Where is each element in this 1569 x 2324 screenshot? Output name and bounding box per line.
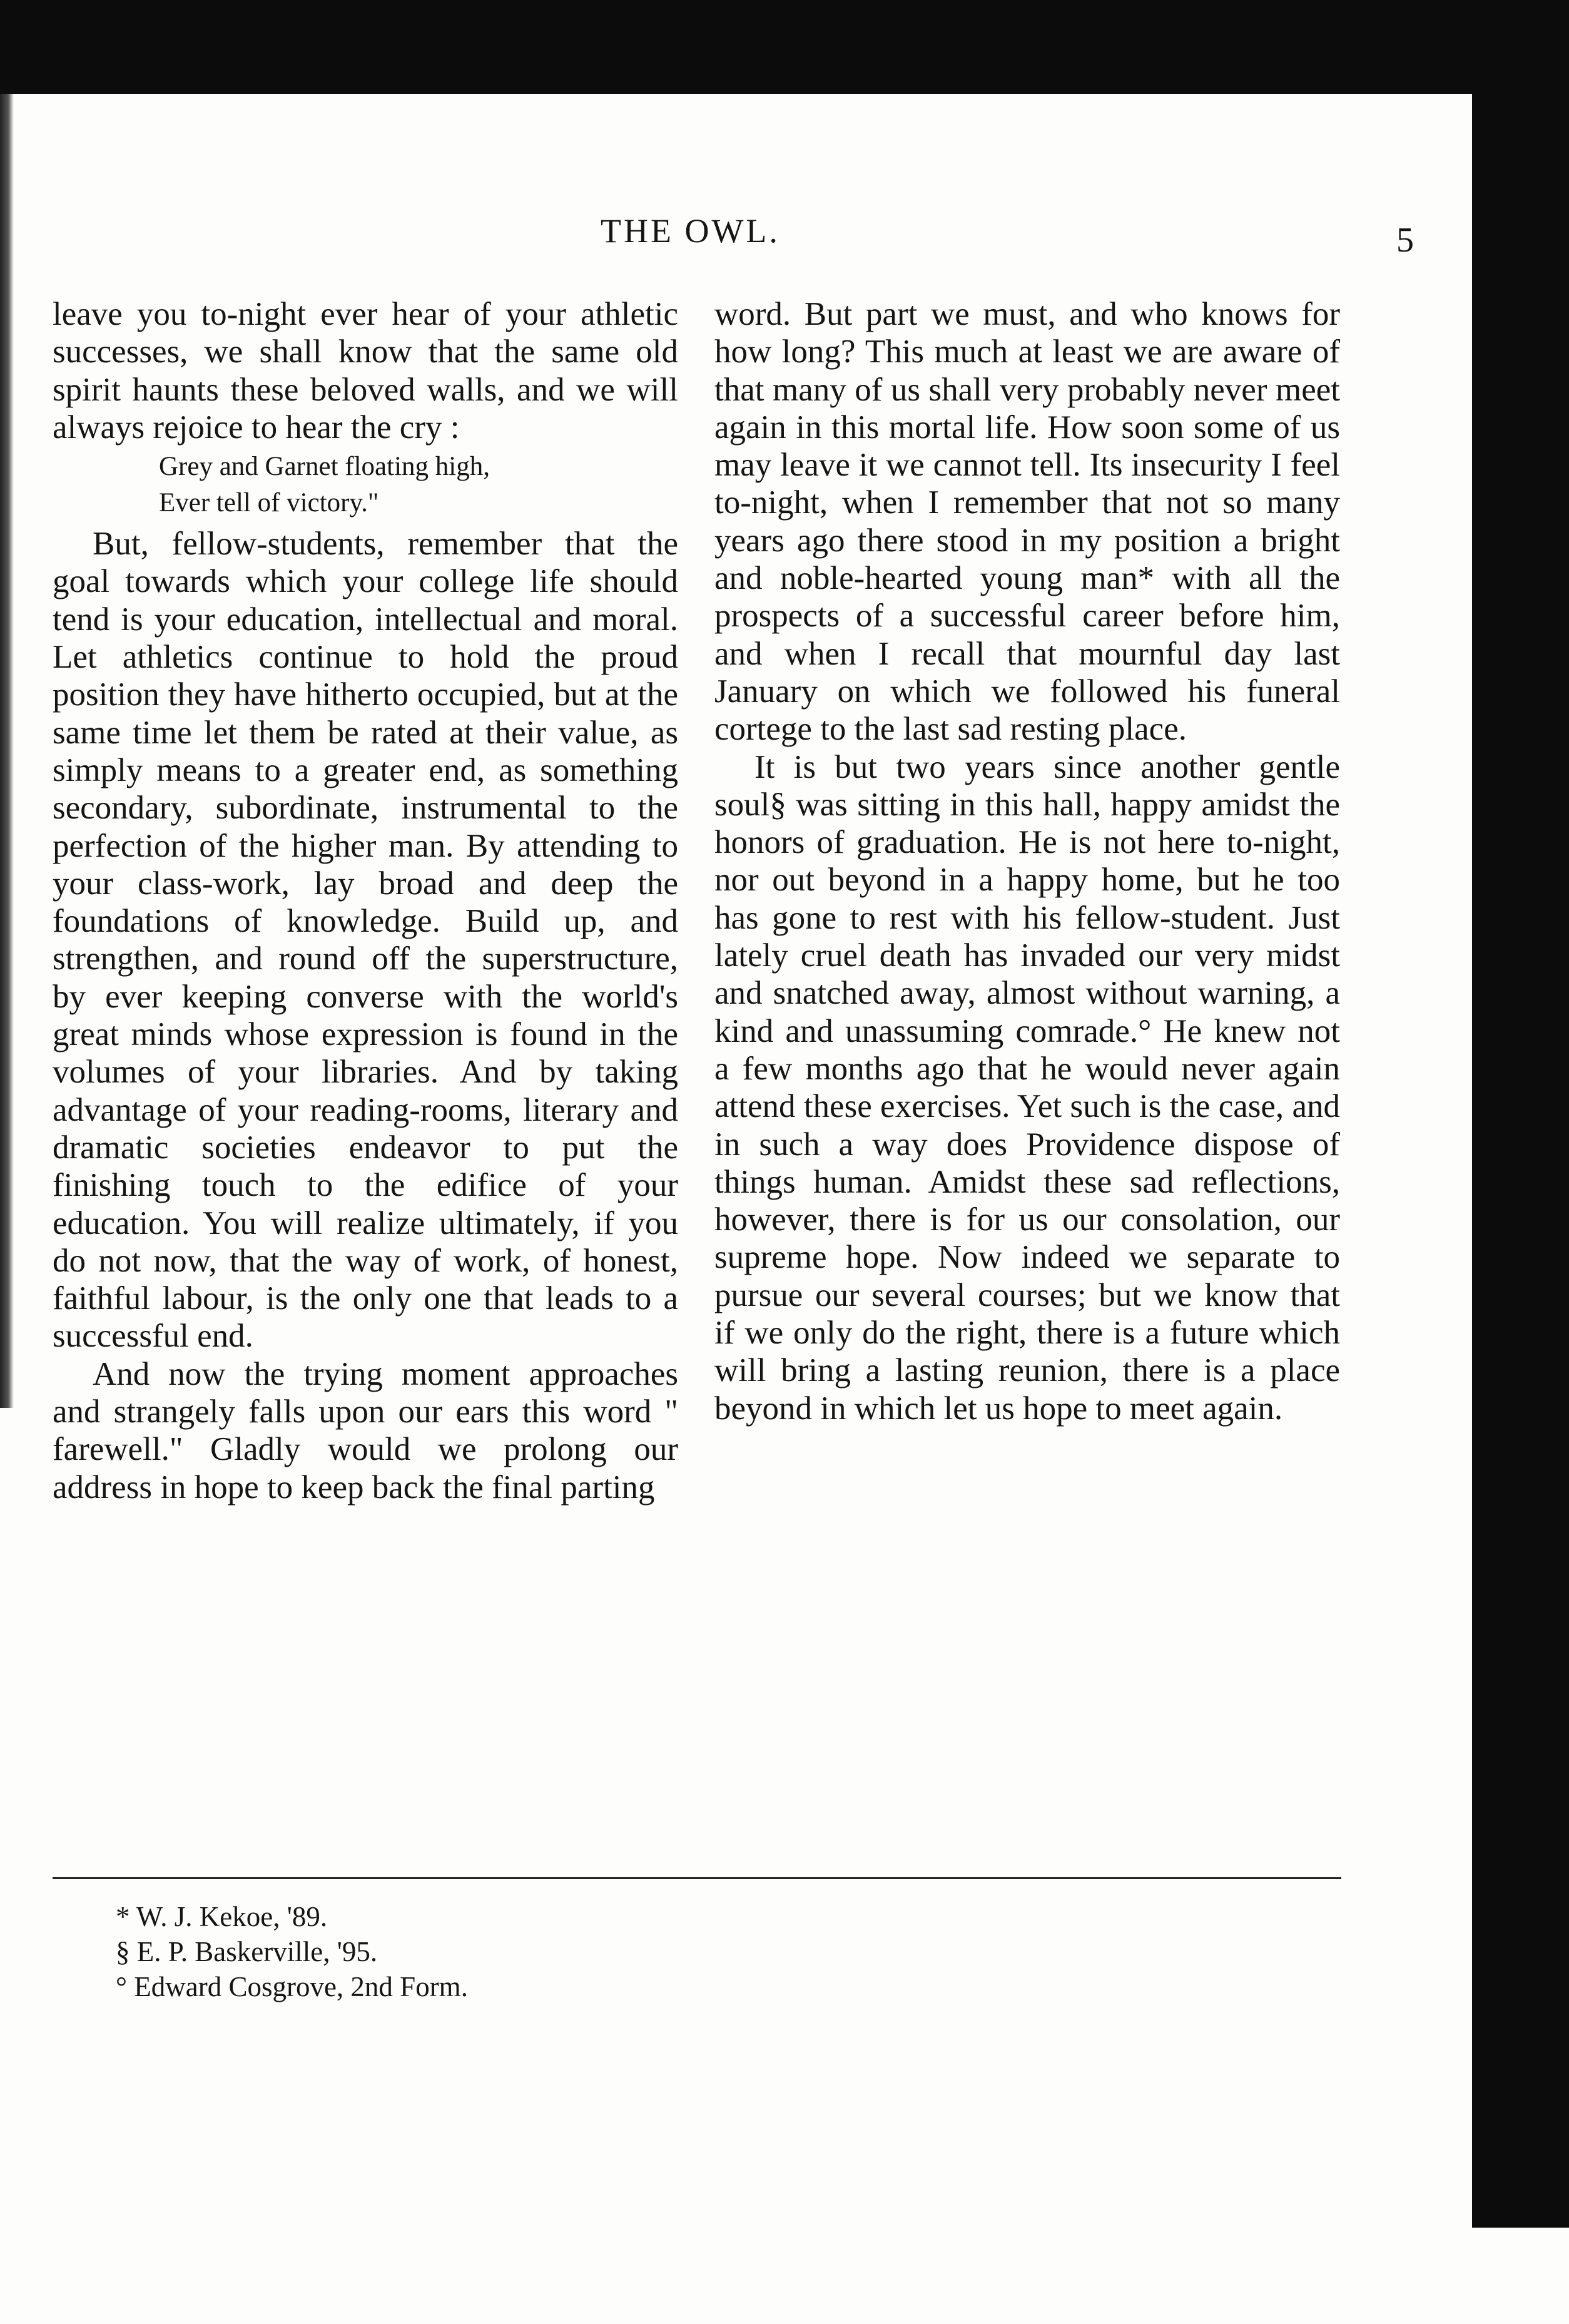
verse-line: Ever tell of victory." — [159, 488, 379, 518]
scan-border-left — [0, 94, 14, 1408]
scan-border-top — [0, 0, 1569, 94]
paragraph: word. But part we must, and who knows for how long? This much at least we are aware of that many of us shall very probably never meet again in this mortal life. How soon some of us may leave it we cannot tell. Its insecurity I feel to-night, when I remember that not so many years ago there stood in my position a bright and noble-hearted young man* with all the prospects of a successful career before him, and when I recall that mournful day last January on which we followed his funeral cortege to the last sad resting place. — [714, 296, 1340, 748]
footnote: § E. P. Baskerville, '95. — [116, 1936, 378, 1967]
paragraph: leave you to-night ever hear of your athletic successes, we shall know that the same old spirit haunts these beloved walls, and we will always rejoice to hear the cry : — [53, 296, 678, 446]
page-header — [0, 212, 1569, 262]
right-column — [714, 295, 1340, 1427]
footnote: ° Edward Cosgrove, 2nd Form. — [116, 1971, 468, 2002]
scan-border-right — [1472, 0, 1569, 2228]
footnotes — [116, 1899, 468, 2004]
paragraph: But, fellow-students, remember that the goal towards which your college life should tend is your education, intellectual and moral. Let athletics continue to hold the proud position they have hitherto occupied, but at the same time let them be rated at their value, as simply means to a greater end, as something secondary, subordinate, instrumental to the perfection of the higher man. By attending to your class-work, lay broad and deep the foundations of knowledge. Build up, and strengthen, and round off the superstructure, by ever keeping converse with the world's great minds whose expression is found in the volumes of your libraries. And by taking advantage of your reading-rooms, literary and dramatic societies endeavor to put the finishing touch to the edifice of your education. You will realize ultimately, if you do not now, that the way of work, of honest, faithful labour, is the only one that leads to a successful end. — [53, 526, 678, 1355]
verse-line: Grey and Garnet floating high, — [159, 452, 490, 482]
page-number: 5 — [1396, 221, 1414, 260]
paragraph: And now the trying moment approaches and strangely falls upon our ears this word " farewell." Gladly would we prolong our address in hope to keep back the final parting — [53, 1355, 678, 1506]
footnote-rule — [53, 1877, 1341, 1879]
paragraph: It is but two years since another gentle soul§ was sitting in this hall, happy amidst the honors of graduation. He is not here to-night, nor out beyond in a happy home, but he too has gone to rest with his fellow-student. Just lately cruel death has invaded our very midst and snatched away, almost without warning, a kind and unassuming comrade.° He knew not a few months ago that he would never again attend these exercises. Yet such is the case, and in such a way does Providence dispose of things human. Amidst these sad reflections, however, there is for us our consolation, our supreme hope. Now indeed we separate to pursue our several courses; but we know that if we only do the right, there is a future which will bring a lasting reunion, there is a place beyond in which let us hope to meet again. — [714, 748, 1340, 1427]
left-column — [53, 295, 678, 1506]
footnote: * W. J. Kekoe, '89. — [116, 1901, 328, 1932]
running-head: THE OWL. — [601, 212, 780, 250]
verse-quote — [159, 449, 678, 521]
